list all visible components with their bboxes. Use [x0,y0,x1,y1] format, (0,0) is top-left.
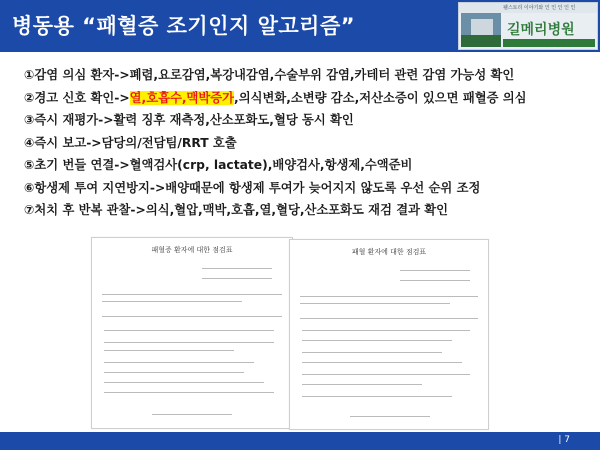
checklist-document-1 [91,237,293,429]
doc-item-line [104,362,254,363]
doc-field-line [400,270,470,271]
list-item-text: ④즉시 보고->담당의/전담팀/RRT 호출 [24,135,237,150]
list-item-text-pre: ②경고 신호 확인-> [24,90,130,105]
list-item [24,87,594,110]
list-item-text-post: ,의식변화,소변량 감소,저산소증이 있으면 패혈증 의심 [234,90,527,105]
doc-text-line [300,296,478,297]
doc-divider [102,316,282,317]
logo-top-text: 웰스토리 이야기와 인 인 인 인 인 [503,5,576,11]
hospital-building-photo-icon [461,13,501,47]
doc-field-line [202,268,272,269]
doc-field-line [400,280,470,281]
logo-foot-bar [503,39,595,47]
footer-band [0,432,600,450]
list-item [24,109,594,132]
building-shape [471,19,493,35]
list-item-text: ③즉시 재평가->활력 징후 재측정,산소포화도,혈당 동시 확인 [24,113,354,127]
doc-item-line [302,384,422,385]
doc-text-line [102,294,282,295]
page-number: | 7 [558,435,570,445]
doc-divider [300,318,478,319]
doc-item-line [104,382,264,383]
list-item [24,154,594,177]
doc-item-line [104,330,274,331]
list-item-text: ⑦처치 후 반복 관찰->의식,혈압,맥박,호흡,열,혈당,산소포화도 재검 결과 확인 [24,203,449,217]
document-title: 패혈 환자에 대한 점검표 [351,248,427,256]
logo-brand-name: 길메리병원 [507,22,575,38]
doc-item-line [302,330,470,331]
list-item [24,132,594,155]
list-item [24,199,594,222]
list-item-text: ⑤초기 번들 연결->혈액검사(crp, lactate),배양검사,항생제,수액준비 [24,158,413,172]
doc-item-line [302,352,442,353]
doc-field-line [202,278,272,279]
slide-title: 병동용 “패혈증 조기인지 알고리즘” [12,14,356,38]
doc-text-line [300,303,450,304]
list-item-text: ⑥항생제 투여 지연방지->배양때문에 항생제 투여가 늦어지지 않도록 우선 순위 조정 [24,180,481,195]
document-title: 패혈증 환자에 대한 점검표 [151,246,233,254]
doc-item-line [104,342,274,343]
list-item [24,64,594,87]
highlighted-warning-signs: 열,호흡수,맥박증가 [129,90,235,105]
title-band [0,0,600,52]
doc-item-line [302,340,452,341]
list-item [24,177,594,200]
grass-shape [461,35,501,47]
doc-item-line [302,396,452,397]
doc-sign-line [152,414,232,415]
doc-item-line [104,392,274,393]
doc-sign-line [350,416,430,417]
doc-item-line [104,372,244,373]
logo-top-strip [459,3,597,13]
doc-item-line [302,374,470,375]
doc-item-line [104,350,234,351]
hospital-logo [458,2,598,50]
algorithm-list [24,64,594,222]
doc-item-line [302,362,462,363]
doc-text-line [102,301,242,302]
checklist-document-2 [289,239,489,430]
list-item-text: ①감염 의심 환자->폐렴,요로감염,복강내감염,수술부위 감염,카테터 관련 감염 가능성 확인 [24,68,515,82]
